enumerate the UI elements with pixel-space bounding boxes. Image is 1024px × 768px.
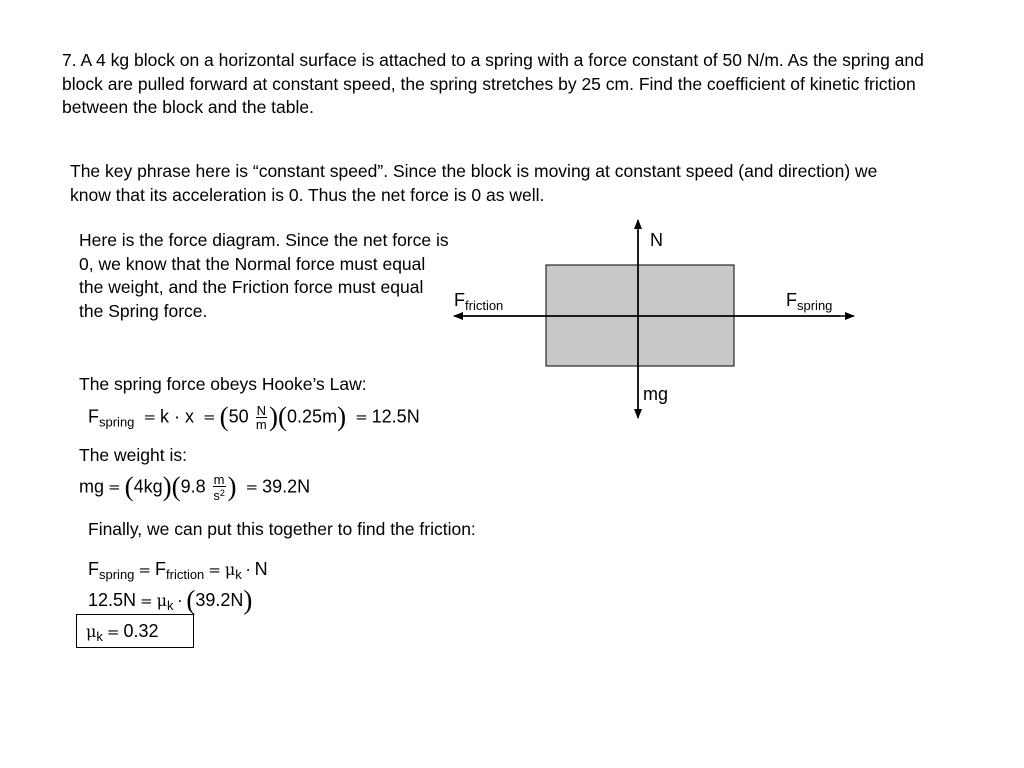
- final-intro: Finally, we can put this together to find the friction:: [88, 519, 476, 539]
- m-per-s2-fraction: $\frac{m}{s^2}$: [213, 472, 225, 503]
- n-per-m-fraction: $\frac{N}{m}$: [255, 403, 267, 432]
- key-phrase-paragraph: The key phrase here is “constant speed”. Since the block is moving at constant speed (and direction) we know that its acceleration is 0. Thus the net force is 0 as well.: [70, 161, 878, 205]
- friction-force-label: $F_{friction}$: [454, 290, 504, 313]
- hooke-equation: $F_{spring} = k \cdot x = (50$ $\frac{N}{m}$ )(0.25m) = 12.5N: [88, 401, 420, 432]
- force-diagram: [440, 210, 880, 435]
- hooke-intro: The spring force obeys Hooke’s Law:: [79, 374, 367, 394]
- problem-statement: 7. A 4 kg block on a horizontal surface is attached to a spring with a force constant of 50 N/m. As the spring and block are pulled forward at constant speed, the spring stretches by 25 cm. Find the coefficient of kinetic friction between the block and the table.: [62, 50, 924, 117]
- final-answer: $\mu_k = 0.32$: [86, 621, 159, 644]
- force-diagram-paragraph: Here is the force diagram. Since the net force is 0, we know that the Normal force must equal the weight, and the Friction force must equal the Spring force.: [79, 230, 449, 321]
- weight-intro: The weight is:: [79, 445, 187, 465]
- spring-force-label: $F_{spring}$: [786, 290, 833, 313]
- weight-label: mg: [643, 384, 669, 404]
- weight-equation: mg = (4kg)(9.8 $\frac{m}{s^2}$ ) = 39.2N: [79, 471, 311, 503]
- friction-equation-line-2: $12.5N = \mu_k \cdot (39.2N)$: [88, 585, 253, 615]
- normal-force-label: N: [650, 230, 663, 250]
- friction-equation-line-1: $F_{spring} = F_{friction} = \mu_k \cdot N$: [88, 559, 268, 582]
